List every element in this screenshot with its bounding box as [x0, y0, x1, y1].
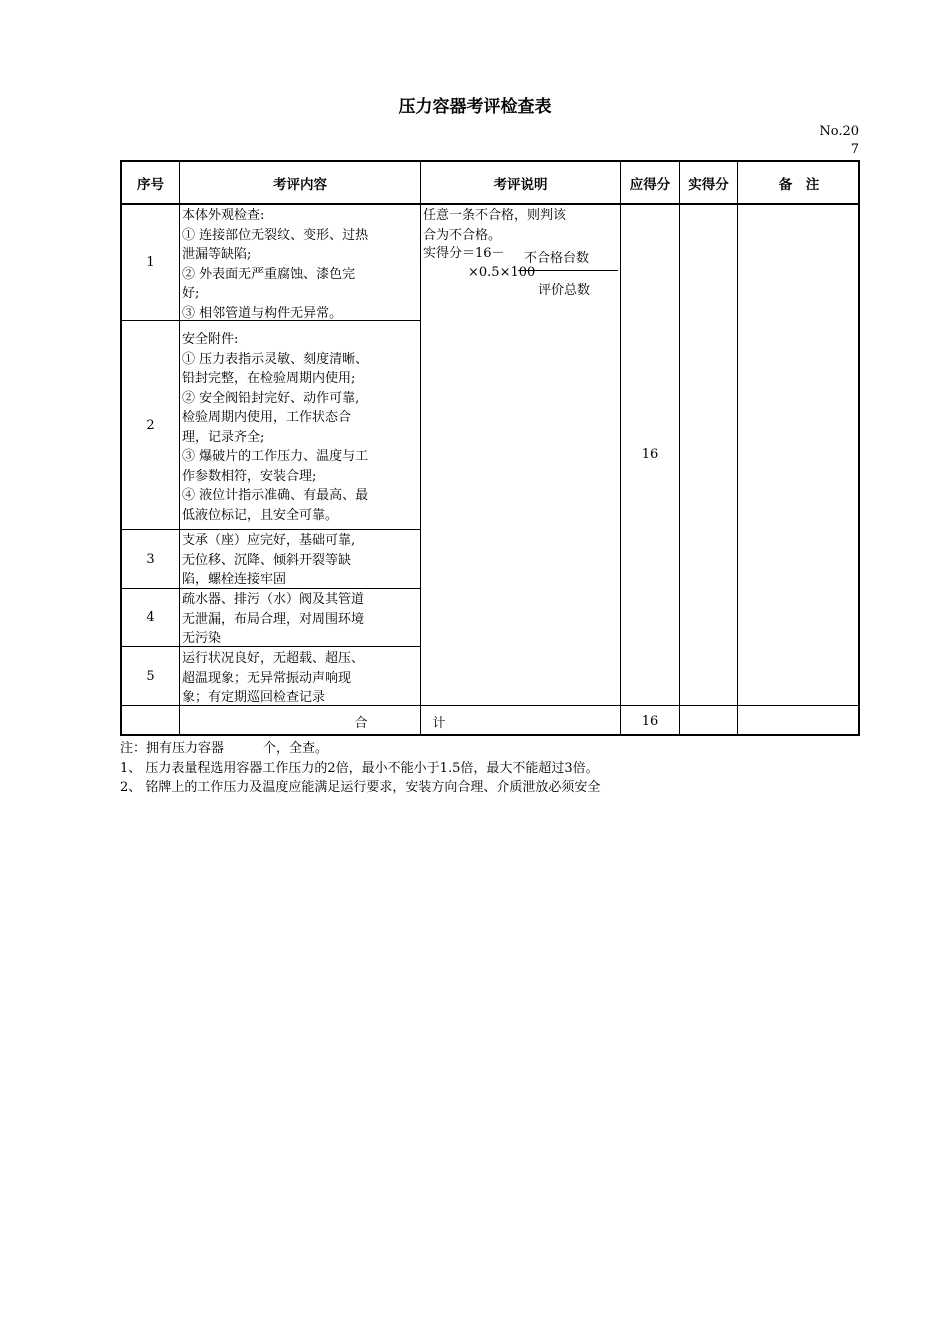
- note-line: 2、 铭牌上的工作压力及温度应能满足运行要求，安装方向合理、介质泄放必须安全: [120, 780, 601, 795]
- row-content: [180, 589, 420, 649]
- content-line: 无污染: [182, 631, 222, 646]
- header-content: 考评内容: [273, 177, 327, 193]
- content-line: 象；有定期巡回检查记录: [182, 690, 326, 705]
- content-line: ③ 爆破片的工作压力、温度与工: [182, 449, 369, 464]
- row-number: 4: [146, 610, 155, 625]
- note-line: 注：拥有压力容器 个，全查。: [120, 741, 329, 756]
- content-line: ④ 液位计指示准确、有最高、最: [182, 488, 369, 503]
- content-line: ② 外表面无严重腐蚀、漆色完: [182, 266, 356, 282]
- content-line: 运行状况良好，无超载、超压、: [182, 651, 365, 666]
- row-number: 2: [146, 417, 155, 433]
- content-line: 好;: [182, 286, 200, 301]
- column-divider: [679, 162, 680, 734]
- column-divider: [420, 162, 421, 734]
- total-label: 合 计: [354, 716, 446, 731]
- content-line: 泄漏等缺陷;: [182, 247, 252, 262]
- header-expected-score: 应得分: [629, 177, 671, 193]
- document-number-suffix: 7: [850, 142, 859, 157]
- formula-prefix: 实得分＝16－: [423, 246, 505, 261]
- explanation-line: 任意一条不合格，则判该: [423, 208, 567, 223]
- content-line: 检验周期内使用，工作状态合: [182, 410, 352, 425]
- formula-numerator: 不合格台数: [524, 251, 590, 266]
- content-line: 支承（座）应完好，基础可靠,: [182, 533, 356, 548]
- content-line: 安全附件:: [182, 332, 239, 347]
- content-line: 陷，螺栓连接牢固: [182, 572, 287, 587]
- document-number: No.20: [819, 124, 859, 139]
- row-content: [180, 648, 420, 708]
- content-line: 无位移、沉降、倾斜开裂等缺: [182, 552, 352, 568]
- row-content: [180, 329, 420, 525]
- content-line: 本体外观检查:: [182, 208, 265, 223]
- content-line: ① 压力表指示灵敏、刻度清晰、: [182, 351, 369, 367]
- explanation-text: [421, 205, 620, 245]
- content-line: 低液位标记，且安全可靠。: [182, 507, 339, 523]
- content-line: 无泄漏，布局合理，对周围环境: [182, 611, 365, 627]
- formula-multiplier: ×0.5×100: [468, 265, 536, 280]
- header-remarks: 备 注: [778, 177, 820, 193]
- row-number: 3: [146, 551, 155, 567]
- row-number: 5: [146, 668, 155, 684]
- content-line: 作参数相符，安装合理;: [182, 468, 317, 484]
- row-content: [180, 205, 420, 323]
- header-no: 序号: [137, 177, 164, 193]
- inspection-table: [120, 160, 860, 736]
- row-content: [180, 530, 420, 590]
- content-line: 疏水器、排污（水）阀及其管道: [182, 592, 365, 607]
- total-score: 16: [641, 714, 659, 729]
- content-line: 超温现象；无异常振动声响现: [182, 670, 352, 686]
- content-line: 铅封完整，在检验周期内使用;: [182, 371, 356, 386]
- expected-score: 16: [641, 447, 659, 462]
- row-number: 1: [146, 254, 155, 270]
- note-line: 1、 压力表量程选用容器工作压力的2倍，最小不能小于1.5倍，最大不能超过3倍。: [120, 761, 599, 776]
- page-title: 压力容器考评检查表: [398, 97, 552, 117]
- column-divider: [737, 162, 738, 734]
- header-explanation: 考评说明: [493, 177, 548, 193]
- content-line: ② 安全阀铅封完好、动作可靠,: [182, 390, 360, 406]
- formula-denominator: 评价总数: [538, 283, 591, 298]
- header-actual-score: 实得分: [688, 177, 729, 193]
- explanation-line: 合为不合格。: [423, 227, 502, 243]
- content-line: ① 连接部位无裂纹、变形、过热: [182, 227, 369, 243]
- content-line: ③ 相邻管道与构件无异常。: [182, 305, 343, 321]
- content-line: 理，记录齐全;: [182, 429, 265, 445]
